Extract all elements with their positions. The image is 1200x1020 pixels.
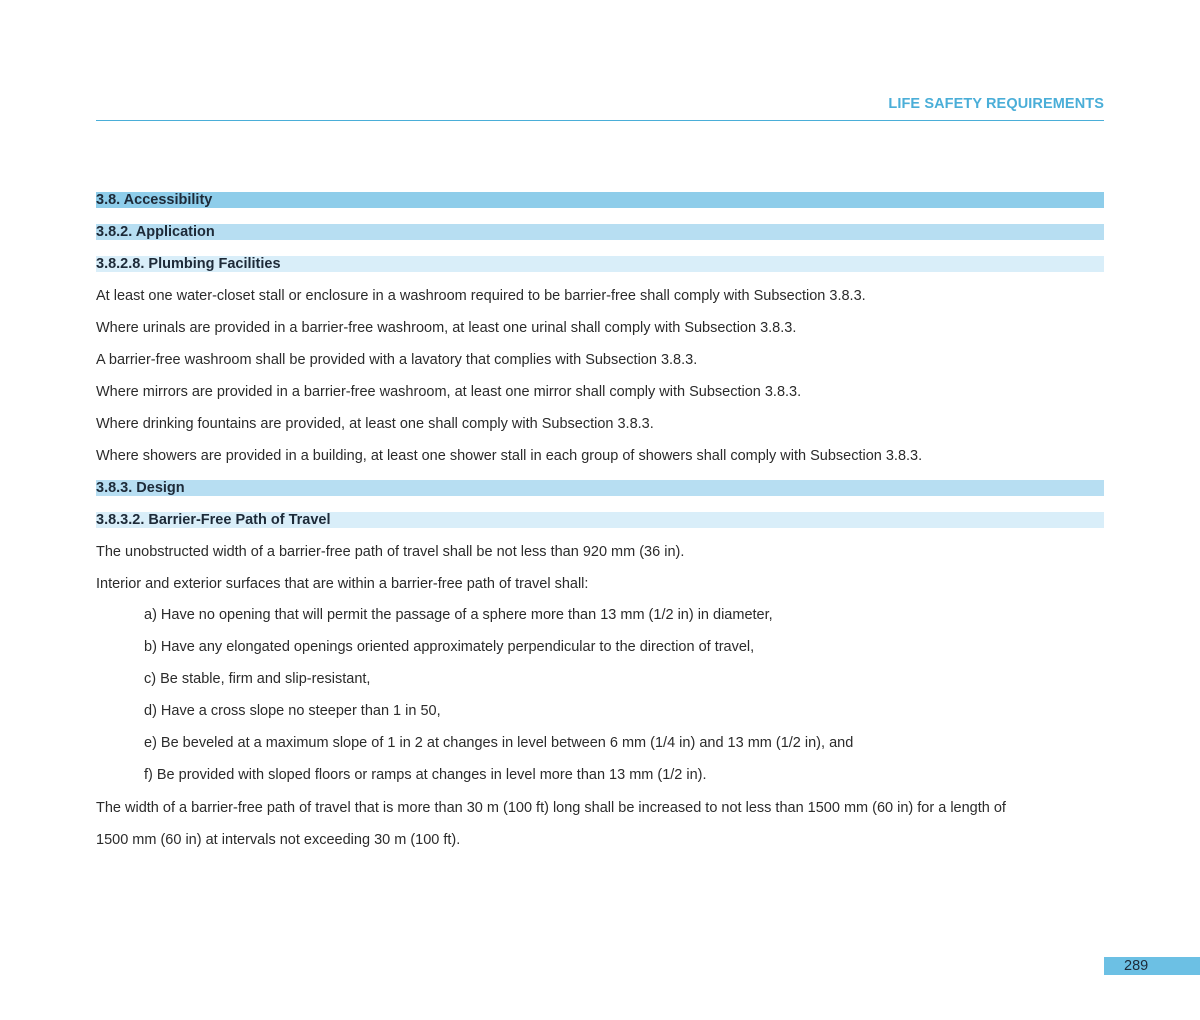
paragraph: Where drinking fountains are provided, at least one shall comply with Subsection 3.8.3. [96,416,654,432]
list-item: b) Have any elongated openings oriented approximately perpendicular to the direction of travel, [144,639,755,655]
paragraph: 1500 mm (60 in) at intervals not exceeding 30 m (100 ft). [96,832,461,848]
list-item: c) Be stable, firm and slip-resistant, [144,671,371,687]
section-heading-3-8-2-8: 3.8.2.8. Plumbing Facilities [96,256,1104,272]
running-header: LIFE SAFETY REQUIREMENTS [888,96,1104,112]
paragraph: Interior and exterior surfaces that are within a barrier-free path of travel shall: [96,576,589,592]
paragraph: Where showers are provided in a building, at least one shower stall in each group of showers shall comply with Subsection 3.8.3. [96,448,923,464]
list-item: f) Be provided with sloped floors or ramps at changes in level more than 13 mm (1/2 in). [144,767,707,783]
section-heading-3-8: 3.8. Accessibility [96,192,1104,208]
list-item: a) Have no opening that will permit the passage of a sphere more than 13 mm (1/2 in) in diameter, [144,607,773,623]
document-body [96,192,1104,864]
section-heading-3-8-3: 3.8.3. Design [96,480,1104,496]
paragraph: At least one water-closet stall or enclosure in a washroom required to be barrier-free shall comply with Subsection 3.8.3. [96,288,866,304]
list-item: d) Have a cross slope no steeper than 1 in 50, [144,703,441,719]
paragraph: Where urinals are provided in a barrier-free washroom, at least one urinal shall comply with Subsection 3.8.3. [96,320,797,336]
paragraph: The width of a barrier-free path of travel that is more than 30 m (100 ft) long shall be increased to not less than 1500 mm (60 in) for a length of [96,800,1006,816]
paragraph: A barrier-free washroom shall be provided with a lavatory that complies with Subsection 3.8.3. [96,352,698,368]
list-item: e) Be beveled at a maximum slope of 1 in 2 at changes in level between 6 mm (1/4 in) and 13 mm (1/2 in), and [144,735,854,751]
paragraph: The unobstructed width of a barrier-free path of travel shall be not less than 920 mm (36 in). [96,544,685,560]
section-heading-3-8-3-2: 3.8.3.2. Barrier-Free Path of Travel [96,512,1104,528]
section-heading-3-8-2: 3.8.2. Application [96,224,1104,240]
page-number: 289 [1104,957,1200,975]
paragraph: Where mirrors are provided in a barrier-free washroom, at least one mirror shall comply with Subsection 3.8.3. [96,384,802,400]
header-divider [96,120,1104,121]
